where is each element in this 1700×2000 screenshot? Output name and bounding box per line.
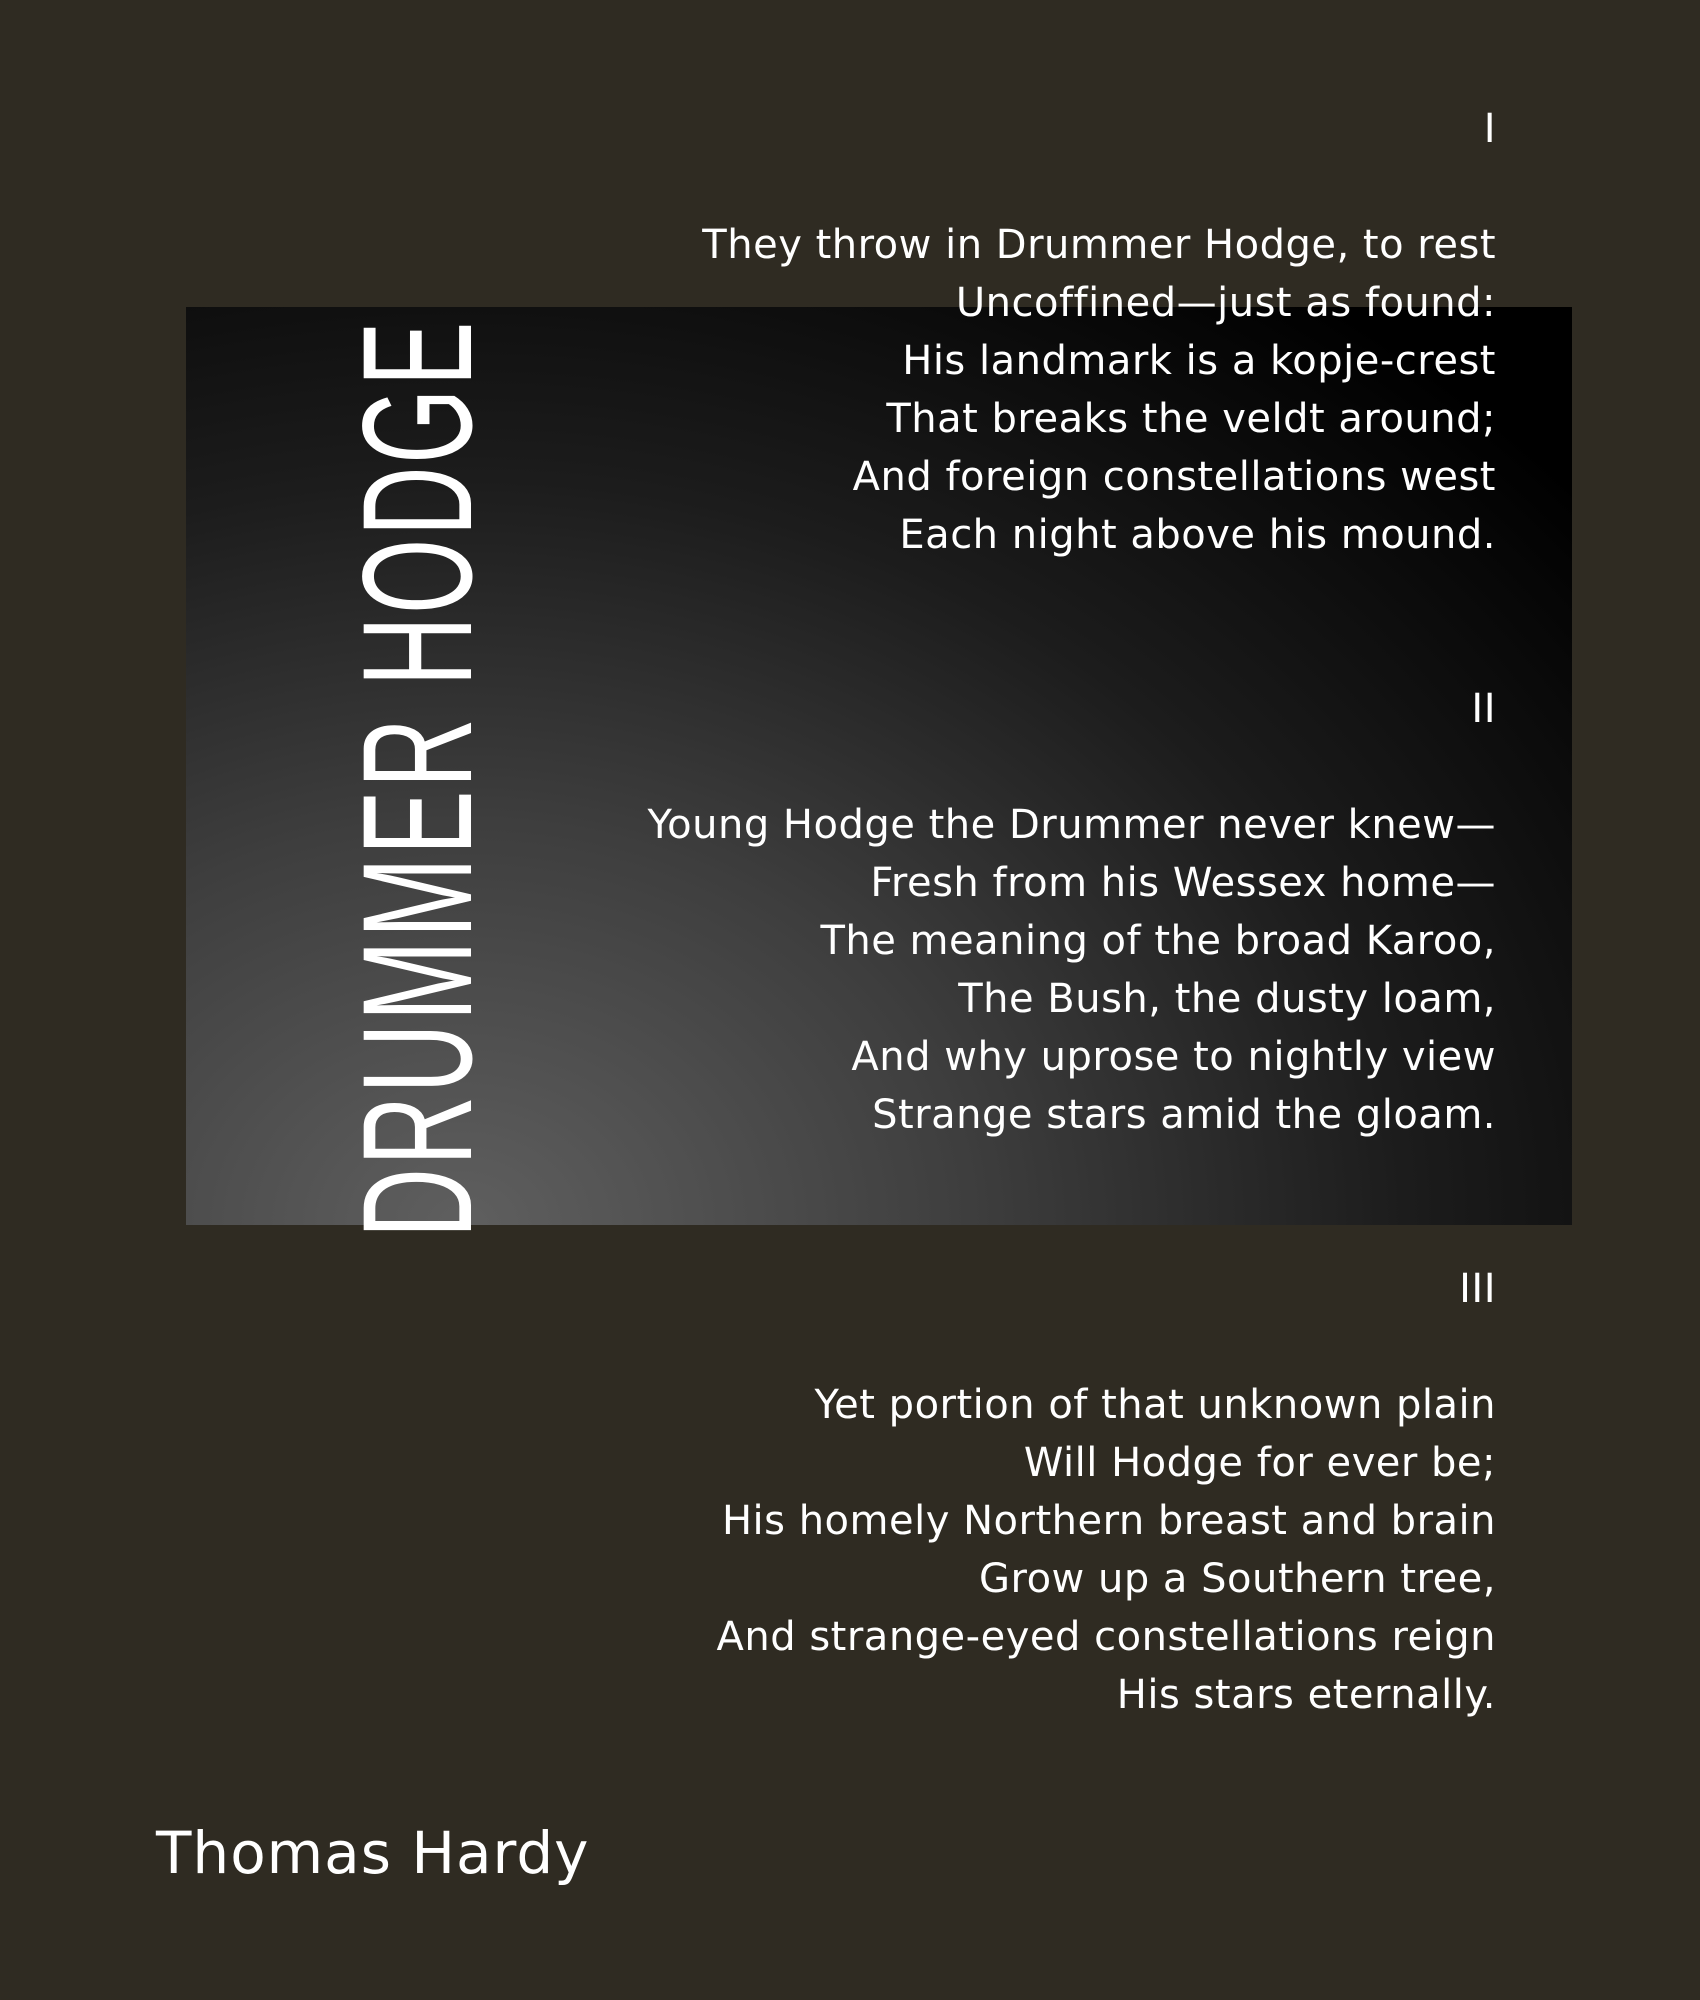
poem-line: The Bush, the dusty loam, xyxy=(958,976,1496,1022)
poem-title: DRUMMER HODGE xyxy=(331,319,505,1238)
author-name: Thomas Hardy xyxy=(156,1819,590,1887)
poem-line: The meaning of the broad Karoo, xyxy=(820,918,1496,964)
poem-line: And why uprose to nightly view xyxy=(851,1034,1496,1080)
poem-line: And strange-eyed constellations reign xyxy=(716,1614,1496,1660)
stanza-numeral: I xyxy=(1483,106,1496,152)
stanza-2 xyxy=(596,680,1496,1144)
poem-body xyxy=(596,100,1496,1724)
poem-line: His stars eternally. xyxy=(1116,1672,1496,1718)
poem-line: Will Hodge for ever be; xyxy=(1023,1440,1496,1486)
poem-line: Yet portion of that unknown plain xyxy=(814,1382,1496,1428)
poem-line: Fresh from his Wessex home— xyxy=(870,860,1496,906)
poem-line: Grow up a Southern tree, xyxy=(979,1556,1496,1602)
poem-line: His homely Northern breast and brain xyxy=(721,1498,1496,1544)
poem-line: Uncoffined—just as found: xyxy=(955,280,1496,326)
poem-line: That breaks the veldt around; xyxy=(886,396,1496,442)
poem-line: And foreign constellations west xyxy=(852,454,1496,500)
poem-line: Strange stars amid the gloam. xyxy=(872,1092,1496,1138)
stanza-numeral: III xyxy=(1459,1266,1496,1312)
poem-line: They throw in Drummer Hodge, to rest xyxy=(702,222,1496,268)
poem-line: Young Hodge the Drummer never knew— xyxy=(647,802,1496,848)
poem-line: His landmark is a kopje-crest xyxy=(902,338,1496,384)
stanza-3 xyxy=(596,1260,1496,1724)
stanza-1 xyxy=(596,100,1496,564)
poem-line: Each night above his mound. xyxy=(899,512,1496,558)
stanza-numeral: II xyxy=(1471,686,1496,732)
